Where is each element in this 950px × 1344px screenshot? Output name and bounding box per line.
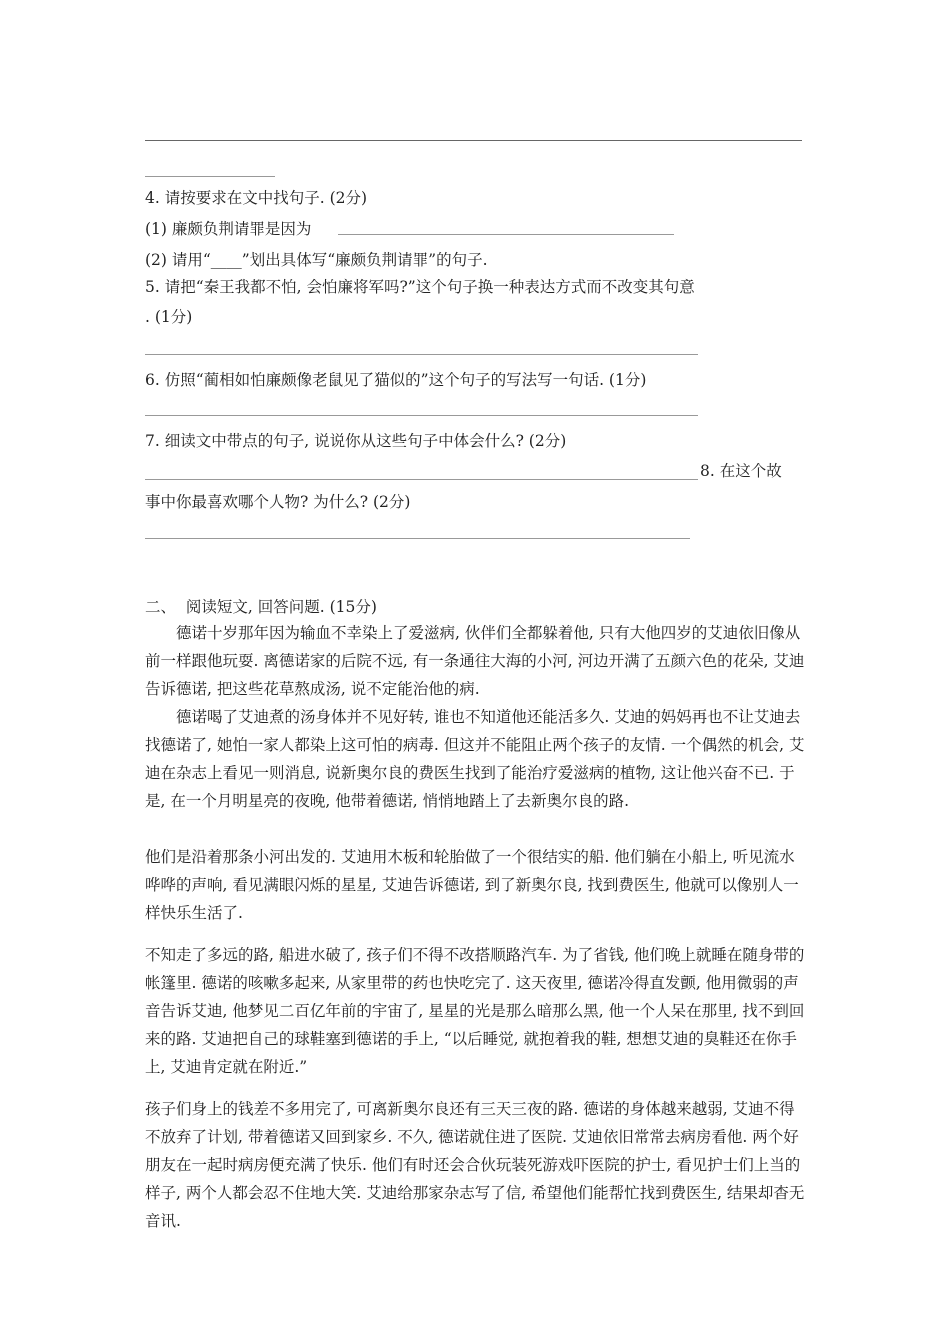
paragraph-5 bbox=[145, 1095, 805, 1235]
answer-line bbox=[145, 479, 698, 480]
answer-line bbox=[145, 354, 698, 355]
section-heading: 二、 阅读短文, 回答问题. (15分) bbox=[145, 598, 377, 616]
paragraph-3-text: 他们是沿着那条小河出发的. 艾迪用木板和轮胎做了一个很结实的船. 他们躺在小船上, 听见流水哗哗的声响, 看见满眼闪烁的星星, 艾迪告诉德诺, 到了新奥尔良, 找到费医生, 他就可以像别人一样快乐生活了. bbox=[145, 848, 799, 922]
question-4: 4. 请按要求在文中找句子. (2分) bbox=[145, 189, 368, 207]
paragraph-4 bbox=[145, 941, 805, 1081]
paragraph-1 bbox=[145, 619, 805, 703]
paragraph-2 bbox=[145, 703, 805, 815]
paragraph-1-text: 德诺十岁那年因为输血不幸染上了爱滋病, 伙伴们全都躲着他, 只有大他四岁的艾迪依旧像从前一样跟他玩耍. 离德诺家的后院不远, 有一条通往大海的小河, 河边开满了五颜六色的花朵, 艾迪告诉德诺, 把这些花草熬成汤, 说不定能治他的病. bbox=[145, 624, 805, 698]
question-6: 6. 仿照“蔺相如怕廉颇像老鼠见了猫似的”这个句子的写法写一句话. (1分) bbox=[145, 371, 647, 389]
answer-line bbox=[338, 234, 674, 235]
answer-line bbox=[145, 415, 698, 416]
paragraph-3 bbox=[145, 843, 805, 927]
question-8-line2: 事中你最喜欢哪个人物? 为什么? (2分) bbox=[145, 493, 411, 511]
answer-line bbox=[145, 538, 690, 539]
paragraph-5-text: 孩子们身上的钱差不多用完了, 可离新奥尔良还有三天三夜的路. 德诺的身体越来越弱, 艾迪不得不放弃了计划, 带着德诺又回到家乡. 不久, 德诺就住进了医院. 艾迪依旧常常去病房看他. 两个好朋友在一起时病房便充满了快乐. 他们有时还会合伙玩装死游戏吓医院的护士, 看见护士们上当的样子, 两个人都会忍不住地大笑. 艾迪给那家杂志写了信, 希望他们能帮忙找到费医生, 结果却杳无音讯. bbox=[145, 1100, 805, 1230]
paragraph-4-text: 不知走了多远的路, 船进水破了, 孩子们不得不改搭顺路汽车. 为了省钱, 他们晚上就睡在随身带的帐篷里. 德诺的咳嗽多起来, 从家里带的药也快吃完了. 这天夜里, 德诺冷得直发颤, 他用微弱的声音告诉艾迪, 他梦见二百亿年前的宇宙了, 星星的光是那么暗那么黑, 他一个人呆在那里, 找不到回来的路. 艾迪把自己的球鞋塞到德诺的手上, “以后睡觉, 就抱着我的鞋, 想想艾迪的臭鞋还在你手上, 艾迪肯定就在附近.” bbox=[145, 946, 805, 1076]
paragraph-2-text: 德诺喝了艾迪煮的汤身体并不见好转, 谁也不知道他还能活多久. 艾迪的妈妈再也不让艾迪去找德诺了, 她怕一家人都染上这可怕的病毒. 但这并不能阻止两个孩子的友情. 一个偶然的机会, 艾迪在杂志上看见一则消息, 说新奥尔良的费医生找到了能治疗爱滋病的植物, 这让他兴奋不已. 于是, 在一个月明星亮的夜晚, 他带着德诺, 悄悄地踏上了去新奥尔良的路. bbox=[145, 708, 805, 810]
question-4-1 bbox=[145, 214, 311, 244]
question-7: 7. 细读文中带点的句子, 说说你从这些句子中体会什么? (2分) bbox=[145, 432, 567, 450]
question-4-2: (2) 请用“____”划出具体写“廉颇负荆请罪”的句子. bbox=[145, 251, 488, 269]
question-5-line2: . (1分) bbox=[145, 308, 193, 326]
question-4-1-text: (1) 廉颇负荆请罪是因为 bbox=[145, 220, 312, 238]
answer-line bbox=[145, 176, 275, 177]
question-8-line1: 8. 在这个故 bbox=[700, 462, 782, 480]
answer-line bbox=[145, 140, 802, 141]
question-5-line1: 5. 请把“秦王我都不怕, 会怕廉将军吗?”这个句子换一种表达方式而不改变其句意 bbox=[145, 278, 695, 296]
